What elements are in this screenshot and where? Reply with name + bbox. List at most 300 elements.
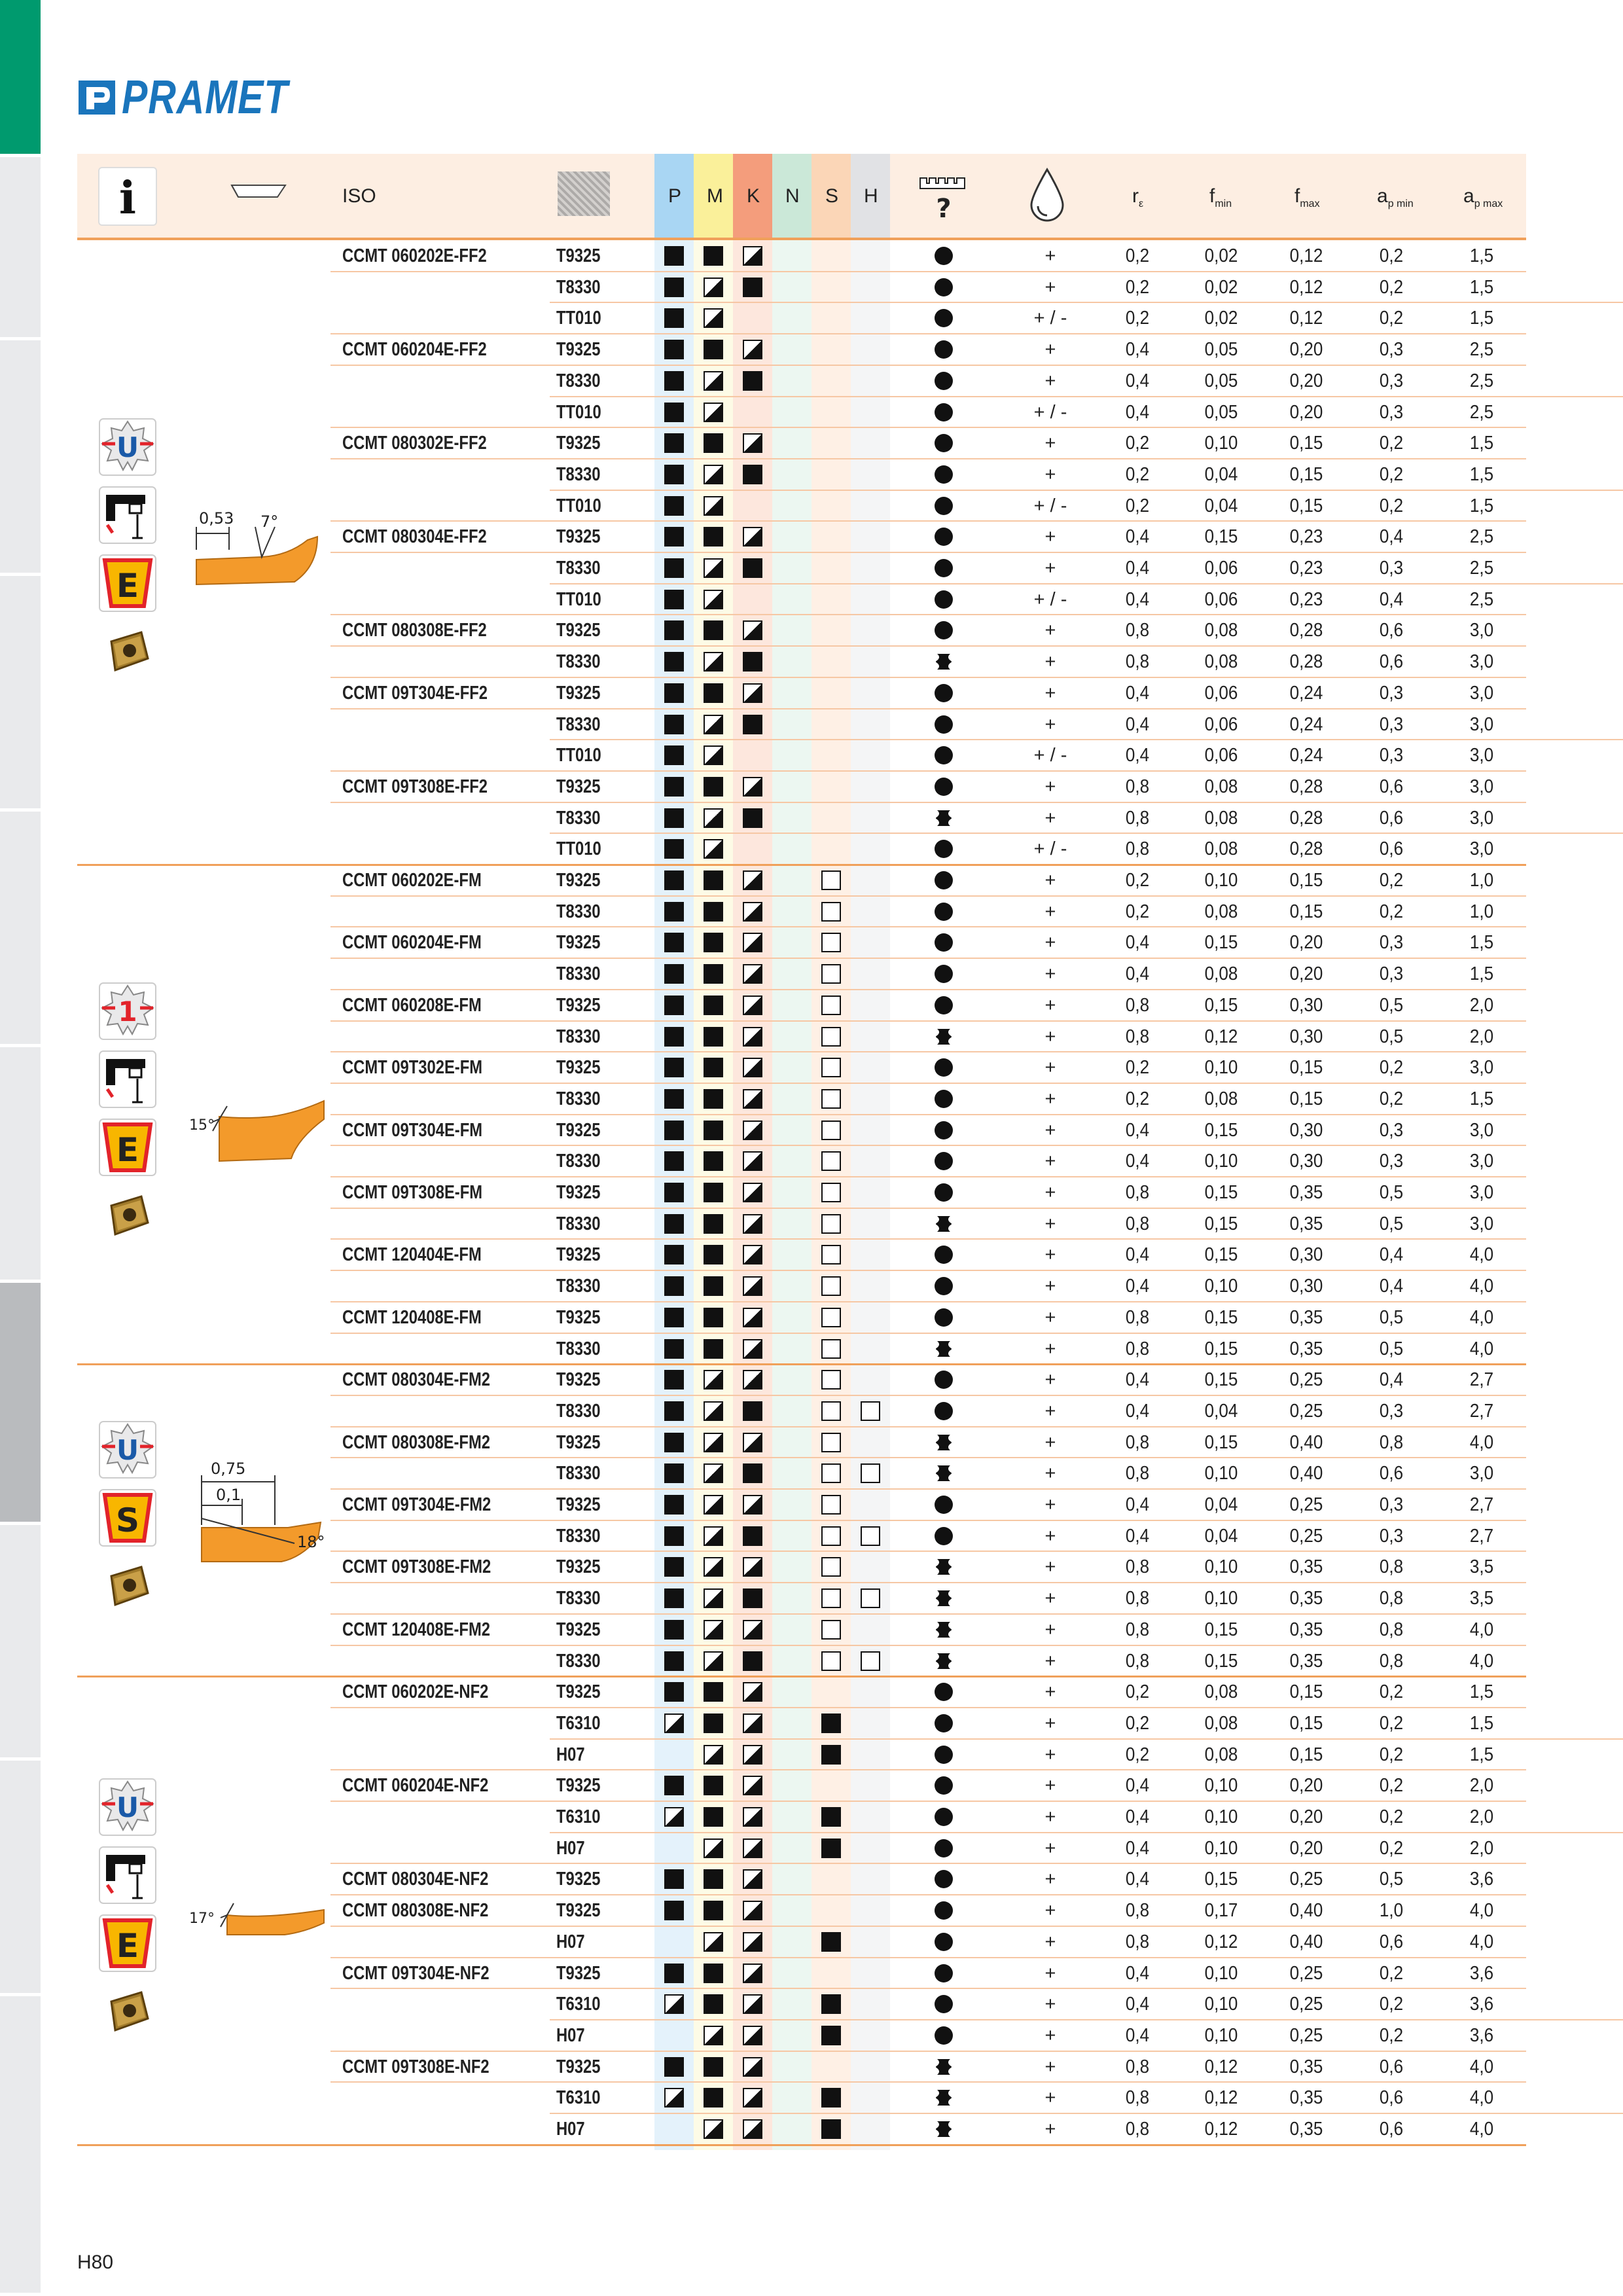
header-r-label: r xyxy=(1132,185,1139,207)
condition-stable-icon xyxy=(935,1995,953,2013)
value-fmin: 0,05 xyxy=(1204,401,1238,423)
value-fmax: 0,15 xyxy=(1289,433,1323,454)
value-fmax: 0,15 xyxy=(1289,463,1323,485)
suitability-M xyxy=(704,870,723,890)
value-fmax: 0,30 xyxy=(1289,1244,1323,1266)
coolant: + xyxy=(1044,713,1056,735)
value-fmin: 0,12 xyxy=(1204,1026,1238,1047)
suitability-M xyxy=(704,1463,723,1483)
value-fmax: 0,15 xyxy=(1289,870,1323,891)
value-r: 0,2 xyxy=(1125,1681,1150,1703)
grade: T8330 xyxy=(556,1463,601,1484)
coolant: + xyxy=(1044,370,1056,391)
value-apmax: 3,0 xyxy=(1469,713,1494,735)
suitability-P xyxy=(664,527,684,547)
value-r: 0,4 xyxy=(1125,1994,1150,2015)
header-fmin-label: f xyxy=(1209,185,1215,207)
suitability-P xyxy=(664,715,684,734)
value-apmin: 0,3 xyxy=(1379,558,1404,579)
value-r: 0,4 xyxy=(1125,339,1150,361)
condition-stable-icon xyxy=(935,465,953,484)
group-3-badge-letter-1: U xyxy=(116,1434,139,1466)
value-fmax: 0,35 xyxy=(1289,2056,1323,2077)
table-row xyxy=(0,958,1623,990)
suitability-K xyxy=(743,1932,762,1952)
suitability-M xyxy=(704,1932,723,1952)
suitability-M xyxy=(704,527,723,547)
grade: T6310 xyxy=(556,1712,601,1734)
iso-code: CCMT 09T308E-FM xyxy=(342,1182,483,1203)
header-r-sub: ε xyxy=(1139,198,1144,209)
grade: T9325 xyxy=(556,1369,601,1391)
suitability-S xyxy=(821,933,841,952)
suitability-P xyxy=(664,808,684,828)
grade: T9325 xyxy=(556,1306,601,1328)
coolant: + xyxy=(1044,1806,1056,1827)
condition-interrupted-icon xyxy=(935,2058,953,2076)
grade: T8330 xyxy=(556,1338,601,1359)
value-fmax: 0,20 xyxy=(1289,1775,1323,1797)
table-row xyxy=(0,990,1623,1021)
value-apmin: 0,6 xyxy=(1379,838,1404,860)
suitability-S xyxy=(821,1089,841,1109)
value-fmin: 0,15 xyxy=(1204,1306,1238,1328)
coolant: + xyxy=(1044,1213,1056,1234)
value-r: 0,4 xyxy=(1125,370,1150,391)
value-fmin: 0,08 xyxy=(1204,807,1238,829)
svg-text:?: ? xyxy=(936,194,952,221)
value-fmax: 0,30 xyxy=(1289,1119,1323,1141)
value-fmax: 0,23 xyxy=(1289,588,1323,610)
grade: T9325 xyxy=(556,1057,601,1079)
condition-stable-icon xyxy=(935,965,953,983)
value-fmax: 0,20 xyxy=(1289,339,1323,361)
value-apmin: 0,2 xyxy=(1379,870,1404,891)
value-apmin: 0,5 xyxy=(1379,1213,1404,1234)
suitability-H xyxy=(861,1651,880,1671)
value-apmin: 0,3 xyxy=(1379,339,1404,361)
condition-stable-icon xyxy=(935,2026,953,2045)
suitability-K xyxy=(743,902,762,922)
value-r: 0,4 xyxy=(1125,2024,1150,2046)
page-number: H80 xyxy=(77,2251,114,2273)
value-apmin: 0,8 xyxy=(1379,1619,1404,1640)
suitability-K xyxy=(743,777,762,797)
value-r: 0,2 xyxy=(1125,433,1150,454)
value-apmin: 0,6 xyxy=(1379,2056,1404,2077)
suitability-M xyxy=(704,808,723,828)
condition-interrupted-icon xyxy=(935,1464,953,1482)
suitability-S xyxy=(821,996,841,1015)
value-apmax: 4,0 xyxy=(1469,1338,1494,1359)
grade: T6310 xyxy=(556,1806,601,1827)
value-apmax: 4,0 xyxy=(1469,2056,1494,2077)
value-fmin: 0,10 xyxy=(1204,1806,1238,1827)
value-fmax: 0,40 xyxy=(1289,1463,1323,1484)
suitability-M xyxy=(704,620,723,640)
suitability-M xyxy=(704,1214,723,1234)
value-apmax: 4,0 xyxy=(1469,2087,1494,2109)
grade: T9325 xyxy=(556,1962,601,1984)
value-apmax: 1,5 xyxy=(1469,1681,1494,1703)
suitability-K xyxy=(743,1058,762,1077)
value-fmin: 0,04 xyxy=(1204,1494,1238,1515)
value-fmin: 0,12 xyxy=(1204,2056,1238,2077)
suitability-S xyxy=(821,1620,841,1640)
suitability-K xyxy=(743,1901,762,1920)
value-fmin: 0,04 xyxy=(1204,1525,1238,1547)
value-r: 0,8 xyxy=(1125,807,1150,829)
coolant: + xyxy=(1044,1994,1056,2015)
suitability-S xyxy=(821,902,841,922)
header-fmax-label: f xyxy=(1294,185,1300,207)
value-fmax: 0,20 xyxy=(1289,1837,1323,1859)
suitability-S xyxy=(821,1401,841,1421)
header-apmax xyxy=(1463,185,1503,210)
header-mat-P: P xyxy=(668,185,682,207)
grade: T6310 xyxy=(556,2087,601,2109)
condition-stable-icon xyxy=(935,559,953,577)
condition-stable-icon xyxy=(935,403,953,422)
suitability-K xyxy=(743,1433,762,1452)
value-fmin: 0,08 xyxy=(1204,1681,1238,1703)
value-fmax: 0,25 xyxy=(1289,1369,1323,1391)
condition-stable-icon xyxy=(935,684,953,702)
condition-stable-icon xyxy=(935,903,953,921)
suitability-M xyxy=(704,1651,723,1671)
value-fmax: 0,35 xyxy=(1289,1650,1323,1672)
value-apmin: 0,2 xyxy=(1379,245,1404,266)
suitability-K xyxy=(743,1964,762,1983)
suitability-M xyxy=(704,1526,723,1546)
condition-stable-icon xyxy=(935,1183,953,1202)
value-apmax: 3,5 xyxy=(1469,1588,1494,1609)
value-r: 0,4 xyxy=(1125,1962,1150,1984)
suitability-P xyxy=(664,1463,684,1483)
value-fmax: 0,28 xyxy=(1289,807,1323,829)
suitability-S xyxy=(821,1058,841,1077)
table-row xyxy=(0,1988,1623,2020)
suitability-M xyxy=(704,1807,723,1827)
table-row xyxy=(0,240,1623,272)
condition-stable-icon xyxy=(935,871,953,889)
condition-interrupted-icon xyxy=(935,1589,953,1607)
suitability-M xyxy=(704,715,723,734)
coolant: + xyxy=(1044,1525,1056,1547)
value-apmax: 4,0 xyxy=(1469,1244,1494,1266)
condition-stable-icon xyxy=(935,933,953,952)
condition-stable-icon xyxy=(935,1964,953,1982)
value-apmax: 2,0 xyxy=(1469,1806,1494,1827)
grade: T8330 xyxy=(556,276,601,298)
table-row xyxy=(0,1177,1623,1208)
suitability-P xyxy=(664,433,684,453)
suitability-K xyxy=(743,1276,762,1296)
table-row xyxy=(0,677,1623,709)
condition-interrupted-icon xyxy=(935,653,953,671)
value-r: 0,8 xyxy=(1125,1931,1150,1952)
value-r: 0,2 xyxy=(1125,1088,1150,1109)
coolant: + xyxy=(1044,1338,1056,1359)
value-apmax: 1,5 xyxy=(1469,932,1494,954)
coolant: + xyxy=(1044,1306,1056,1328)
suitability-M xyxy=(704,1682,723,1702)
value-apmin: 0,3 xyxy=(1379,1494,1404,1515)
value-fmax: 0,28 xyxy=(1289,838,1323,860)
grade: T9325 xyxy=(556,1119,601,1141)
suitability-S xyxy=(821,1339,841,1359)
grade: T9325 xyxy=(556,1900,601,1922)
table-row xyxy=(0,1520,1623,1552)
coolant: + xyxy=(1044,1775,1056,1797)
value-fmax: 0,20 xyxy=(1289,963,1323,985)
value-fmin: 0,15 xyxy=(1204,1369,1238,1391)
grade: T8330 xyxy=(556,1650,601,1672)
suitability-M xyxy=(704,2088,723,2108)
group-1-badge-letter-1: U xyxy=(116,431,139,463)
suitability-K xyxy=(743,371,762,391)
value-r: 0,8 xyxy=(1125,1338,1150,1359)
coolant: + xyxy=(1044,1057,1056,1079)
value-fmax: 0,35 xyxy=(1289,1213,1323,1234)
value-apmin: 0,2 xyxy=(1379,308,1404,329)
value-fmax: 0,35 xyxy=(1289,1619,1323,1640)
geometry-label: 0,1 xyxy=(216,1486,241,1504)
condition-stable-icon xyxy=(935,247,953,265)
value-apmin: 0,6 xyxy=(1379,620,1404,641)
suitability-K xyxy=(743,1869,762,1889)
table-row xyxy=(0,397,1623,428)
value-apmax: 2,7 xyxy=(1469,1525,1494,1547)
value-apmin: 0,2 xyxy=(1379,901,1404,922)
value-apmax: 2,0 xyxy=(1469,1837,1494,1859)
suitability-K xyxy=(743,715,762,734)
table-row xyxy=(0,1208,1623,1240)
coolant: + xyxy=(1044,1369,1056,1391)
value-r: 0,8 xyxy=(1125,776,1150,797)
table-row xyxy=(0,865,1623,896)
iso-code: CCMT 09T308E-NF2 xyxy=(342,2056,490,2077)
value-r: 0,4 xyxy=(1125,1806,1150,1827)
value-fmax: 0,40 xyxy=(1289,1931,1323,1952)
value-r: 0,8 xyxy=(1125,651,1150,673)
value-fmin: 0,04 xyxy=(1204,463,1238,485)
grade: H07 xyxy=(556,2119,585,2140)
value-fmax: 0,15 xyxy=(1289,1681,1323,1703)
suitability-P xyxy=(664,1214,684,1234)
value-r: 0,8 xyxy=(1125,1619,1150,1640)
suitability-K xyxy=(743,1526,762,1546)
condition-stable-icon xyxy=(935,1308,953,1327)
condition-stable-icon xyxy=(935,1808,953,1826)
suitability-M xyxy=(704,1308,723,1327)
suitability-P xyxy=(664,1682,684,1702)
coolant: + xyxy=(1044,1556,1056,1578)
value-apmax: 2,5 xyxy=(1469,558,1494,579)
value-apmax: 1,5 xyxy=(1469,1088,1494,1109)
value-fmin: 0,10 xyxy=(1204,1588,1238,1609)
condition-interrupted-icon xyxy=(935,1028,953,1046)
suitability-M xyxy=(704,652,723,672)
condition-stable-icon xyxy=(935,1839,953,1857)
value-r: 0,8 xyxy=(1125,1463,1150,1484)
suitability-M xyxy=(704,1089,723,1109)
suitability-M xyxy=(704,1183,723,1202)
table-row xyxy=(0,896,1623,927)
suitability-K xyxy=(743,1027,762,1047)
brand-name: PRAMET xyxy=(122,71,289,124)
table-row xyxy=(0,1145,1623,1177)
iso-code: CCMT 080304E-NF2 xyxy=(342,1869,489,1890)
value-apmin: 0,5 xyxy=(1379,1026,1404,1047)
condition-stable-icon xyxy=(935,372,953,390)
value-r: 0,4 xyxy=(1125,588,1150,610)
table-row xyxy=(0,927,1623,958)
svg-text:i: i xyxy=(118,171,137,224)
value-fmin: 0,06 xyxy=(1204,682,1238,704)
iso-code: CCMT 060202E-NF2 xyxy=(342,1681,489,1703)
value-apmin: 0,3 xyxy=(1379,682,1404,704)
suitability-S xyxy=(821,2026,841,2045)
grade: TT010 xyxy=(556,495,601,516)
suitability-K xyxy=(743,808,762,828)
value-fmax: 0,15 xyxy=(1289,1712,1323,1734)
suitability-P xyxy=(664,683,684,703)
coolant: + xyxy=(1044,620,1056,641)
value-apmax: 1,0 xyxy=(1469,901,1494,922)
table-row xyxy=(0,646,1623,677)
value-fmin: 0,15 xyxy=(1204,932,1238,954)
value-fmin: 0,10 xyxy=(1204,1463,1238,1484)
iso-code: CCMT 09T304E-FF2 xyxy=(342,682,488,704)
value-r: 0,8 xyxy=(1125,2119,1150,2140)
value-fmax: 0,12 xyxy=(1289,245,1323,266)
value-fmin: 0,10 xyxy=(1204,1994,1238,2015)
value-apmin: 0,6 xyxy=(1379,1931,1404,1952)
side-tab-turning[interactable] xyxy=(0,0,41,157)
group-4-badge-letter-1: U xyxy=(116,1791,139,1823)
suitability-K xyxy=(743,1839,762,1858)
suitability-P xyxy=(664,278,684,297)
coolant: + xyxy=(1044,1431,1056,1453)
value-fmax: 0,24 xyxy=(1289,682,1323,704)
suitability-S xyxy=(821,1027,841,1047)
grade: T8330 xyxy=(556,558,601,579)
header-mat-K: K xyxy=(747,185,760,207)
suitability-S xyxy=(821,1807,841,1827)
suitability-P xyxy=(664,839,684,859)
coolant: + xyxy=(1044,682,1056,704)
table-row xyxy=(0,1551,1623,1583)
value-apmin: 0,2 xyxy=(1379,1057,1404,1079)
suitability-K xyxy=(743,652,762,672)
condition-stable-icon xyxy=(935,1090,953,1108)
value-apmax: 3,5 xyxy=(1469,1556,1494,1578)
condition-stable-icon xyxy=(935,1121,953,1139)
value-fmin: 0,08 xyxy=(1204,776,1238,797)
value-apmax: 2,0 xyxy=(1469,1026,1494,1047)
suitability-S xyxy=(821,1713,841,1733)
suitability-M xyxy=(704,1713,723,1733)
value-r: 0,4 xyxy=(1125,1400,1150,1422)
value-apmin: 0,4 xyxy=(1379,1244,1404,1266)
coolant: + xyxy=(1044,1400,1056,1422)
grade: T9325 xyxy=(556,994,601,1016)
suitability-P xyxy=(664,1964,684,1983)
table-row xyxy=(0,1895,1623,1926)
value-apmax: 4,0 xyxy=(1469,1931,1494,1952)
value-fmax: 0,15 xyxy=(1289,495,1323,516)
grade: T9325 xyxy=(556,1619,601,1640)
value-apmax: 3,0 xyxy=(1469,807,1494,829)
suitability-S xyxy=(821,1151,841,1171)
value-apmin: 0,3 xyxy=(1379,1400,1404,1422)
value-apmin: 0,5 xyxy=(1379,1306,1404,1328)
coolant: + xyxy=(1044,2056,1056,2077)
suitability-P xyxy=(664,1807,684,1827)
value-fmax: 0,30 xyxy=(1289,994,1323,1016)
suitability-S xyxy=(821,1839,841,1858)
value-apmax: 2,5 xyxy=(1469,526,1494,548)
table-row xyxy=(0,1614,1623,1645)
grade: T8330 xyxy=(556,1525,601,1547)
table-row xyxy=(0,427,1623,459)
table-row xyxy=(0,334,1623,365)
suitability-M xyxy=(704,933,723,952)
value-r: 0,2 xyxy=(1125,463,1150,485)
value-fmin: 0,06 xyxy=(1204,558,1238,579)
value-fmax: 0,25 xyxy=(1289,1494,1323,1515)
suitability-M xyxy=(704,2119,723,2139)
suitability-K xyxy=(743,340,762,359)
table-row xyxy=(0,1115,1623,1146)
condition-stable-icon xyxy=(935,497,953,515)
grade: TT010 xyxy=(556,308,601,329)
suitability-M xyxy=(704,465,723,484)
grade: T9325 xyxy=(556,1244,601,1266)
value-r: 0,4 xyxy=(1125,682,1150,704)
coolant: + xyxy=(1044,932,1056,954)
grade: T8330 xyxy=(556,1088,601,1109)
table-row xyxy=(0,1270,1623,1302)
grade: T8330 xyxy=(556,1026,601,1047)
value-r: 0,8 xyxy=(1125,994,1150,1016)
table-row xyxy=(0,1676,1623,1708)
suitability-S xyxy=(821,2088,841,2108)
suitability-M xyxy=(704,433,723,453)
value-fmax: 0,12 xyxy=(1289,276,1323,298)
table-row xyxy=(0,1302,1623,1333)
value-apmin: 0,3 xyxy=(1379,713,1404,735)
suitability-P xyxy=(664,2057,684,2077)
value-fmax: 0,12 xyxy=(1289,308,1323,329)
value-apmax: 2,7 xyxy=(1469,1494,1494,1515)
coolant: + xyxy=(1044,1962,1056,1984)
value-fmax: 0,35 xyxy=(1289,1306,1323,1328)
header-fmax-sub: max xyxy=(1300,198,1320,209)
header-apmin xyxy=(1377,185,1414,210)
group-3-badge-letter-2: S xyxy=(115,1501,140,1539)
suitability-K xyxy=(743,2057,762,2077)
suitability-P xyxy=(664,1526,684,1546)
suitability-M xyxy=(704,1433,723,1452)
header-fmin xyxy=(1209,185,1232,210)
table-row xyxy=(0,1708,1623,1739)
value-fmin: 0,08 xyxy=(1204,1712,1238,1734)
value-r: 0,4 xyxy=(1125,1525,1150,1547)
machining-conditions-icon xyxy=(918,171,970,221)
value-apmax: 3,0 xyxy=(1469,1213,1494,1234)
